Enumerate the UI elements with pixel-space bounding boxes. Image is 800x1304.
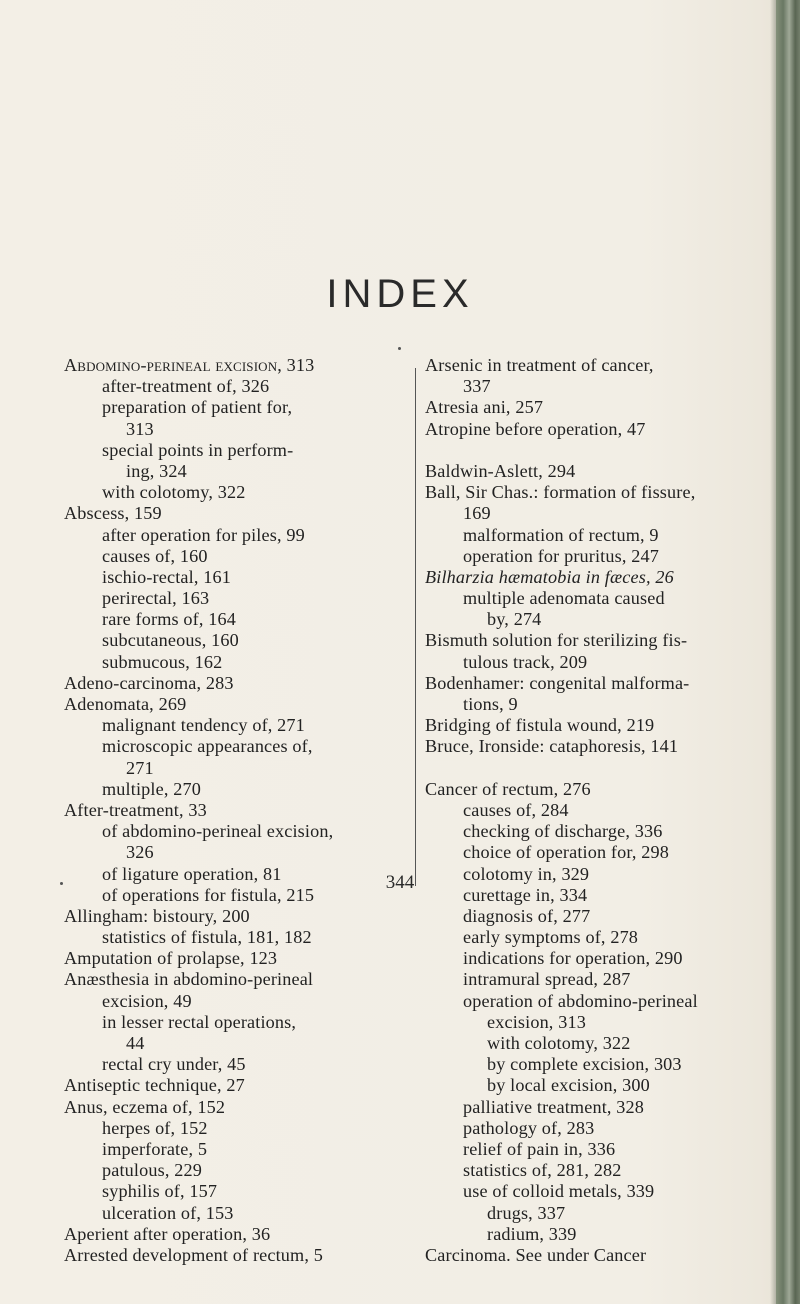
index-subentry: indications for operation, 290 [463,948,683,969]
index-subentry: by, 274 [487,609,542,630]
index-subentry: perirectal, 163 [102,588,210,609]
index-entry: Baldwin-Aslett, 294 [425,460,576,481]
index-subentry: relief of pain in, 336 [463,1138,616,1159]
index-subentry: curettage in, 334 [463,884,588,905]
index-subentry: 169 [463,503,491,524]
index-entry: Abdomino-perineal excision, 313 [64,355,315,375]
index-entry: Bismuth solution for sterilizing fis- [425,630,688,651]
index-subentry: subcutaneous, 160 [102,630,239,651]
index-entry: Arrested development of rectum, 5 [64,1244,323,1265]
index-entry: Cancer of rectum, 276 [425,778,591,799]
entry-spacer [425,440,780,461]
index-subentry: rare forms of, 164 [102,609,237,630]
index-subentry: pathology of, 283 [463,1117,595,1138]
index-subentry: statistics of fistula, 181, 182 [102,927,312,948]
index-entry: Bodenhamer: congenital malforma- [425,672,690,693]
index-subentry: of ligature operation, 81 [102,863,282,884]
index-subentry: ing, 324 [126,460,187,481]
index-subentry: excision, 313 [487,1011,586,1032]
index-subentry: by complete excision, 303 [487,1054,682,1075]
index-subentry: 337 [463,376,491,397]
index-subentry: with colotomy, 322 [102,482,246,503]
index-subentry: 313 [126,418,154,439]
index-subentry: imperforate, 5 [102,1138,208,1159]
index-subentry: causes of, 160 [102,545,208,566]
index-subentry: malformation of rectum, 9 [463,524,659,545]
index-subentry: by local excision, 300 [487,1075,650,1096]
index-subentry: 44 [126,1033,145,1053]
index-subentry: after-treatment of, 326 [102,376,270,397]
index-entry: Amputation of prolapse, 123 [64,948,278,969]
index-subentry: submucous, 162 [102,651,223,672]
index-entry: Atropine before operation, 47 [425,418,646,439]
index-subentry: choice of operation for, 298 [463,842,669,863]
index-subentry: statistics of, 281, 282 [463,1160,622,1181]
index-subentry: special points in perform- [102,439,294,460]
index-subentry: drugs, 337 [487,1202,566,1223]
index-subentry: tulous track, 209 [463,651,588,672]
index-subentry: tions, 9 [463,694,518,714]
index-subentry: radium, 339 [487,1223,577,1244]
index-entry: Bridging of fistula wound, 219 [425,715,655,736]
index-subentry: 326 [126,842,154,863]
index-entry: Ball, Sir Chas.: formation of fissure, [425,482,696,503]
index-subentry: use of colloid metals, 339 [463,1181,655,1202]
index-subentry: checking of discharge, 336 [463,821,663,842]
index-column-left [64,355,414,1266]
index-entry: Bruce, Ironside: cataphoresis, 141 [425,736,679,757]
index-entry: Bilharzia hæmatobia in fæces, 26 [425,566,674,587]
page-number: 344 [385,872,415,893]
column-divider [415,368,416,886]
index-entry: Adeno-carcinoma, 283 [64,672,234,693]
index-entry: After-treatment, 33 [64,799,207,820]
index-subentry: excision, 49 [102,990,192,1011]
index-entry: Carcinoma. See under Cancer [425,1244,647,1265]
index-subentry: intramural spread, 287 [463,969,631,990]
index-entry: Anus, eczema of, 152 [64,1096,226,1117]
index-entry: Aperient after operation, 36 [64,1223,271,1244]
index-subentry: preparation of patient for, [102,397,293,418]
index-subentry: multiple, 270 [102,778,201,799]
index-subentry: early symptoms of, 278 [463,927,639,948]
index-subentry: of abdomino-perineal excision, [102,821,334,842]
index-entry: Allingham: bistoury, 200 [64,905,250,926]
index-entry: Abscess, 159 [64,503,162,524]
index-subentry: after operation for piles, 99 [102,524,305,545]
index-subentry: diagnosis of, 277 [463,905,591,926]
index-subentry: rectal cry under, 45 [102,1054,246,1075]
index-subentry: microscopic appearances of, [102,736,313,757]
index-subentry: with colotomy, 322 [487,1033,631,1053]
index-subentry: ulceration of, 153 [102,1202,234,1223]
index-subentry: colotomy in, 329 [463,863,590,884]
index-subentry: causes of, 284 [463,799,569,820]
index-subentry: patulous, 229 [102,1160,202,1181]
index-subentry: palliative treatment, 328 [463,1096,645,1117]
print-speck [398,347,401,350]
index-subentry: malignant tendency of, 271 [102,715,305,736]
index-subentry: multiple adenomata caused [463,588,665,609]
index-entry: Antiseptic technique, 27 [64,1075,245,1096]
index-subentry: of operations for fistula, 215 [102,884,315,905]
index-entry: Adenomata, 269 [64,694,187,714]
index-title: INDEX [326,272,474,316]
index-subentry: herpes of, 152 [102,1117,208,1138]
index-entry: Atresia ani, 257 [425,397,544,418]
index-subentry: 271 [126,757,154,778]
index-subentry: in lesser rectal operations, [102,1011,297,1032]
print-speck [60,882,63,885]
index-entry: Arsenic in treatment of cancer, [425,355,654,375]
index-subentry: operation for pruritus, 247 [463,545,659,566]
index-subentry: operation of abdomino-perineal [463,990,698,1011]
index-subentry: syphilis of, 157 [102,1181,218,1202]
index-column-right [425,355,780,1266]
entry-spacer [425,758,780,779]
index-subentry: ischio-rectal, 161 [102,566,231,587]
index-entry: Anæsthesia in abdomino-perineal [64,969,314,990]
